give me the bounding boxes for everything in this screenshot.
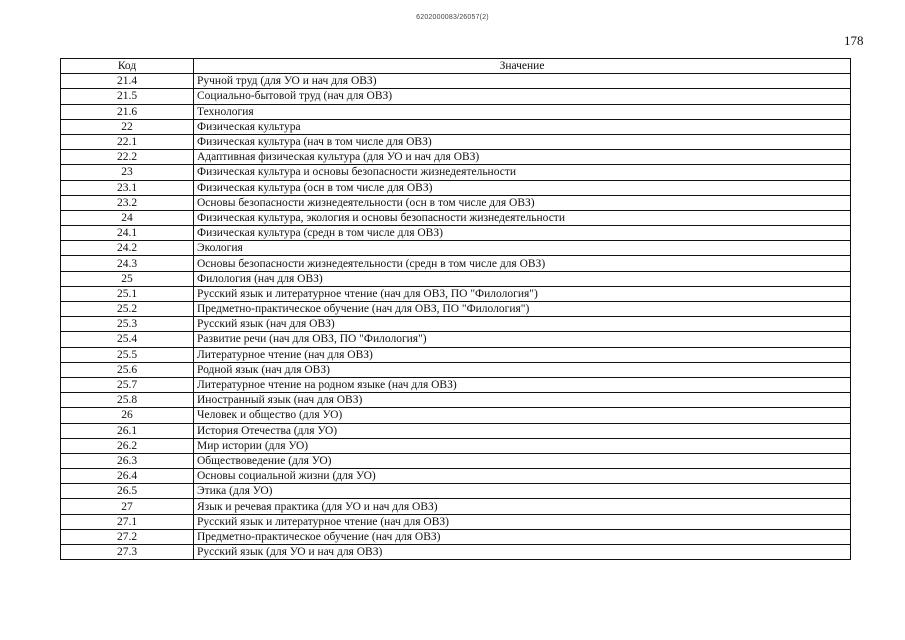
cell-value: Родной язык (нач для ОВЗ) bbox=[194, 362, 851, 377]
cell-code: 23 bbox=[61, 165, 194, 180]
cell-code: 24.1 bbox=[61, 226, 194, 241]
cell-value: Литературное чтение (нач для ОВЗ) bbox=[194, 347, 851, 362]
cell-value: Обществоведение (для УО) bbox=[194, 453, 851, 468]
document-id: 6202000083/26057(2) bbox=[416, 14, 489, 21]
cell-code: 27 bbox=[61, 499, 194, 514]
cell-value: Основы социальной жизни (для УО) bbox=[194, 469, 851, 484]
codes-table bbox=[60, 58, 851, 560]
cell-code: 27.2 bbox=[61, 529, 194, 544]
cell-code: 27.3 bbox=[61, 545, 194, 560]
cell-code: 24 bbox=[61, 210, 194, 225]
cell-code: 25.2 bbox=[61, 302, 194, 317]
cell-code: 25.5 bbox=[61, 347, 194, 362]
table-row bbox=[61, 469, 851, 484]
table-row bbox=[61, 180, 851, 195]
cell-value: Иностранный язык (нач для ОВЗ) bbox=[194, 393, 851, 408]
cell-code: 24.2 bbox=[61, 241, 194, 256]
cell-value: Русский язык (нач для ОВЗ) bbox=[194, 317, 851, 332]
table-row bbox=[61, 393, 851, 408]
cell-code: 26.1 bbox=[61, 423, 194, 438]
cell-value: Русский язык и литературное чтение (нач для ОВЗ) bbox=[194, 514, 851, 529]
cell-value: Технология bbox=[194, 104, 851, 119]
page-number: 178 bbox=[844, 33, 864, 48]
table-row bbox=[61, 210, 851, 225]
cell-value: Физическая культура и основы безопасности жизнедеятельности bbox=[194, 165, 851, 180]
table-row bbox=[61, 134, 851, 149]
cell-value: История Отечества (для УО) bbox=[194, 423, 851, 438]
table-row bbox=[61, 89, 851, 104]
table-row bbox=[61, 377, 851, 392]
cell-value: Основы безопасности жизнедеятельности (средн в том числе для ОВЗ) bbox=[194, 256, 851, 271]
table-row bbox=[61, 514, 851, 529]
table-row bbox=[61, 286, 851, 301]
cell-value: Развитие речи (нач для ОВЗ, ПО "Филология") bbox=[194, 332, 851, 347]
cell-value: Предметно-практическое обучение (нач для ОВЗ, ПО "Филология") bbox=[194, 302, 851, 317]
table-row bbox=[61, 332, 851, 347]
cell-code: 23.2 bbox=[61, 195, 194, 210]
table-row bbox=[61, 545, 851, 560]
table-row bbox=[61, 150, 851, 165]
column-header-value: Значение bbox=[194, 59, 851, 74]
cell-code: 24.3 bbox=[61, 256, 194, 271]
cell-code: 22 bbox=[61, 119, 194, 134]
cell-value: Основы безопасности жизнедеятельности (осн в том числе для ОВЗ) bbox=[194, 195, 851, 210]
table-row bbox=[61, 74, 851, 89]
cell-code: 26.3 bbox=[61, 453, 194, 468]
table-row bbox=[61, 226, 851, 241]
cell-value: Язык и речевая практика (для УО и нач для ОВЗ) bbox=[194, 499, 851, 514]
cell-value: Человек и общество (для УО) bbox=[194, 408, 851, 423]
table-row bbox=[61, 241, 851, 256]
cell-value: Социально-бытовой труд (нач для ОВЗ) bbox=[194, 89, 851, 104]
column-header-code: Код bbox=[61, 59, 194, 74]
cell-code: 25.6 bbox=[61, 362, 194, 377]
table-row bbox=[61, 362, 851, 377]
cell-value: Литературное чтение на родном языке (нач для ОВЗ) bbox=[194, 377, 851, 392]
table-row bbox=[61, 256, 851, 271]
table-row bbox=[61, 317, 851, 332]
cell-code: 21.4 bbox=[61, 74, 194, 89]
table-body bbox=[61, 74, 851, 560]
table-row bbox=[61, 271, 851, 286]
table-row bbox=[61, 104, 851, 119]
table-row bbox=[61, 423, 851, 438]
cell-value: Физическая культура (нач в том числе для ОВЗ) bbox=[194, 134, 851, 149]
cell-code: 25.4 bbox=[61, 332, 194, 347]
table-row bbox=[61, 165, 851, 180]
table-row bbox=[61, 347, 851, 362]
table-row bbox=[61, 408, 851, 423]
cell-value: Ручной труд (для УО и нач для ОВЗ) bbox=[194, 74, 851, 89]
cell-value: Экология bbox=[194, 241, 851, 256]
cell-code: 26.5 bbox=[61, 484, 194, 499]
cell-code: 25.1 bbox=[61, 286, 194, 301]
cell-code: 23.1 bbox=[61, 180, 194, 195]
table-row bbox=[61, 529, 851, 544]
cell-code: 22.2 bbox=[61, 150, 194, 165]
cell-code: 25 bbox=[61, 271, 194, 286]
table-row bbox=[61, 438, 851, 453]
cell-value: Русский язык (для УО и нач для ОВЗ) bbox=[194, 545, 851, 560]
table-row bbox=[61, 499, 851, 514]
cell-value: Филология (нач для ОВЗ) bbox=[194, 271, 851, 286]
cell-code: 25.8 bbox=[61, 393, 194, 408]
cell-code: 25.3 bbox=[61, 317, 194, 332]
cell-value: Физическая культура bbox=[194, 119, 851, 134]
cell-value: Физическая культура (средн в том числе для ОВЗ) bbox=[194, 226, 851, 241]
cell-value: Физическая культура, экология и основы безопасности жизнедеятельности bbox=[194, 210, 851, 225]
cell-code: 26 bbox=[61, 408, 194, 423]
table-row bbox=[61, 119, 851, 134]
table-row bbox=[61, 453, 851, 468]
cell-value: Мир истории (для УО) bbox=[194, 438, 851, 453]
cell-code: 21.5 bbox=[61, 89, 194, 104]
cell-value: Адаптивная физическая культура (для УО и нач для ОВЗ) bbox=[194, 150, 851, 165]
cell-value: Физическая культура (осн в том числе для ОВЗ) bbox=[194, 180, 851, 195]
cell-code: 25.7 bbox=[61, 377, 194, 392]
table-header-row bbox=[61, 59, 851, 74]
table-row bbox=[61, 302, 851, 317]
cell-code: 21.6 bbox=[61, 104, 194, 119]
cell-code: 27.1 bbox=[61, 514, 194, 529]
cell-code: 22.1 bbox=[61, 134, 194, 149]
cell-value: Русский язык и литературное чтение (нач для ОВЗ, ПО "Филология") bbox=[194, 286, 851, 301]
table-row bbox=[61, 484, 851, 499]
table-row bbox=[61, 195, 851, 210]
cell-code: 26.2 bbox=[61, 438, 194, 453]
cell-value: Предметно-практическое обучение (нач для ОВЗ) bbox=[194, 529, 851, 544]
cell-value: Этика (для УО) bbox=[194, 484, 851, 499]
cell-code: 26.4 bbox=[61, 469, 194, 484]
